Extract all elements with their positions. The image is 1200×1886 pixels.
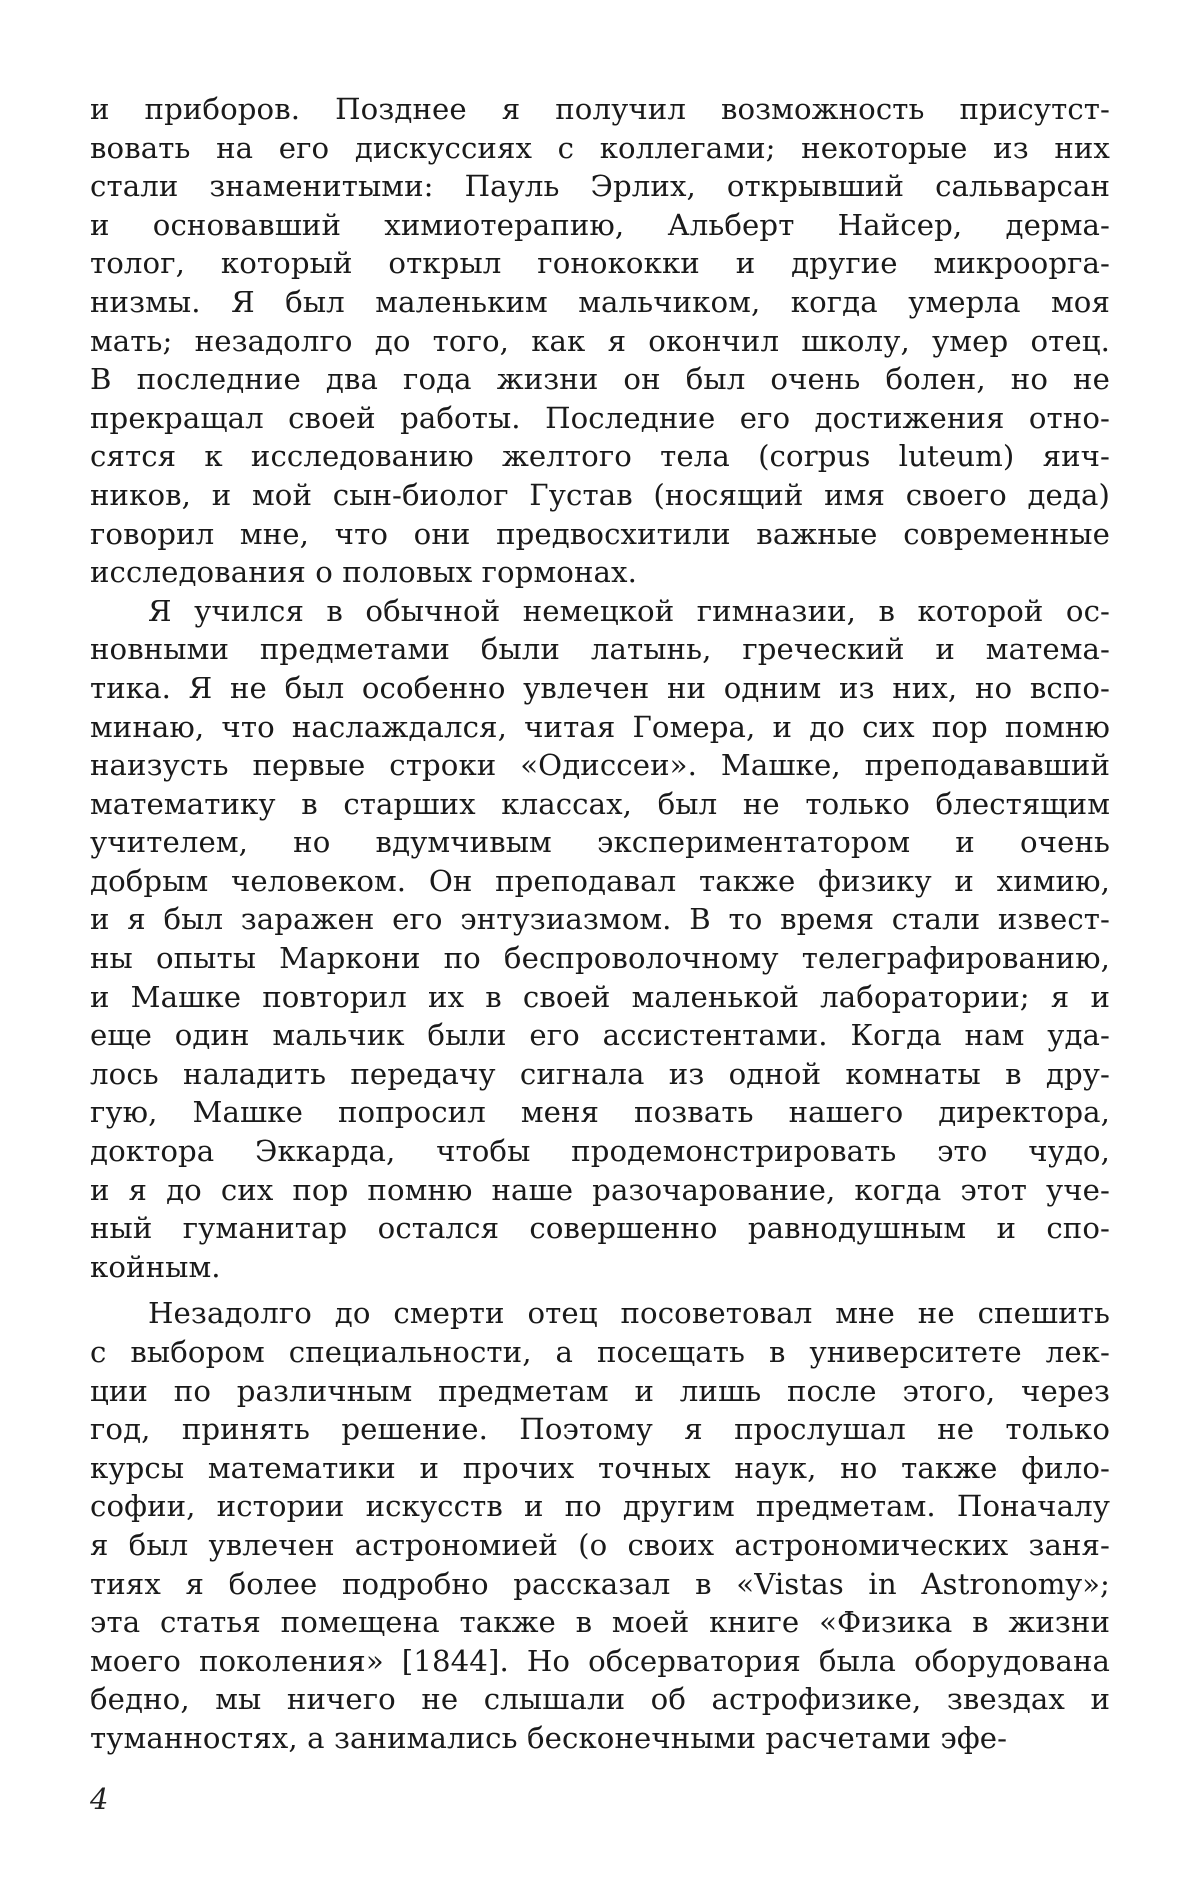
text-line: говорил мне, что они предвосхитили важные современные — [90, 516, 1110, 551]
text-line: тика. Я не был особенно увлечен ни одним из них, но вспо- — [90, 670, 1110, 705]
text-line: и Машке повторил их в своей маленькой лаборатории; я и — [90, 979, 1110, 1014]
text-line: исследования о половых гормонах. — [90, 555, 637, 590]
text-line: наизусть первые строки «Одиссеи». Машке, преподававший — [90, 748, 1110, 783]
text-line: и основавший химиотерапию, Альберт Найсер, дерма- — [90, 207, 1110, 242]
text-line: добрым человеком. Он преподавал также физику и химию, — [90, 863, 1110, 898]
text-line: курсы математики и прочих точных наук, но также фило- — [90, 1450, 1110, 1485]
text-line: новными предметами были латынь, греческий и матема- — [90, 632, 1110, 667]
text-line: минаю, что наслаждался, читая Гомера, и до сих пор помню — [90, 709, 1110, 744]
text-line: стали знаменитыми: Пауль Эрлих, открывший сальварсан — [90, 169, 1110, 204]
text-line: еще один мальчик были его ассистентами. Когда нам уда- — [90, 1018, 1110, 1053]
text-line: и я был заражен его энтузиазмом. В то время стали извест- — [90, 902, 1110, 937]
text-line: В последние два года жизни он был очень болен, но не — [90, 362, 1110, 397]
text-line: ны опыты Маркони по беспроволочному телеграфированию, — [90, 941, 1110, 976]
text-line: Я учился в обычной немецкой гимназии, в которой ос- — [148, 593, 1110, 628]
text-line: и я до сих пор помню наше разочарование, когда этот уче- — [90, 1172, 1110, 1207]
text-line: доктора Эккарда, чтобы продемонстрировать это чудо, — [90, 1134, 1110, 1169]
document-page — [90, 90, 1110, 1758]
text-line: бедно, мы ничего не слышали об астрофизике, звездах и — [90, 1682, 1110, 1717]
text-line: ции по различным предметам и лишь после этого, через — [90, 1373, 1110, 1408]
text-line: койным. — [90, 1249, 221, 1284]
text-line: ный гуманитар остался совершенно равнодушным и спо- — [90, 1211, 1110, 1246]
paragraph-3 — [90, 1294, 1110, 1757]
text-line: я был увлечен астрономией (о своих астрономических заня- — [90, 1527, 1110, 1562]
text-line: толог, который открыл гонококки и другие микроорга- — [90, 246, 1110, 281]
text-line: софии, истории искусств и по другим предметам. Поначалу — [90, 1489, 1110, 1524]
text-line: вовать на его дискуссиях с коллегами; некоторые из них — [90, 130, 1110, 165]
paragraph-2 — [90, 592, 1110, 1287]
text-line: низмы. Я был маленьким мальчиком, когда умерла моя — [90, 284, 1110, 319]
text-line: год, принять решение. Поэтому я прослушал не только — [90, 1412, 1110, 1447]
text-line: ников, и мой сын-биолог Густав (носящий имя своего деда) — [90, 477, 1110, 512]
text-line: прекращал своей работы. Последние его достижения отно- — [90, 400, 1110, 435]
text-line: с выбором специальности, а посещать в университете лек- — [90, 1335, 1110, 1369]
text-line: гую, Машке попросил меня позвать нашего директора, — [90, 1095, 1110, 1130]
text-line: тиях я более подробно рассказал в «Vistas in Astronomy»; — [90, 1566, 1110, 1601]
text-line: моего поколения» [1844]. Но обсерватория была оборудована — [90, 1643, 1110, 1678]
text-line: туманностях, а занимались бесконечными расчетами эфе- — [90, 1720, 1008, 1755]
text-line: учителем, но вдумчивым экспериментатором и очень — [90, 825, 1110, 860]
text-line: и приборов. Позднее я получил возможность присутст- — [90, 92, 1110, 126]
text-line: Незадолго до смерти отец посоветовал мне не спешить — [148, 1296, 1110, 1331]
text-line: математику в старших классах, был не только блестящим — [90, 786, 1110, 821]
text-line: мать; незадолго до того, как я окончил школу, умер отец. — [90, 323, 1110, 358]
page-number: 4 — [90, 1782, 109, 1816]
text-line: лось наладить передачу сигнала из одной комнаты в дру- — [90, 1056, 1110, 1091]
text-line: сятся к исследованию желтого тела (corpus luteum) яич- — [90, 439, 1110, 474]
paragraph-1 — [90, 90, 1110, 592]
text-line: эта статья помещена также в моей книге «Физика в жизни — [90, 1605, 1110, 1640]
